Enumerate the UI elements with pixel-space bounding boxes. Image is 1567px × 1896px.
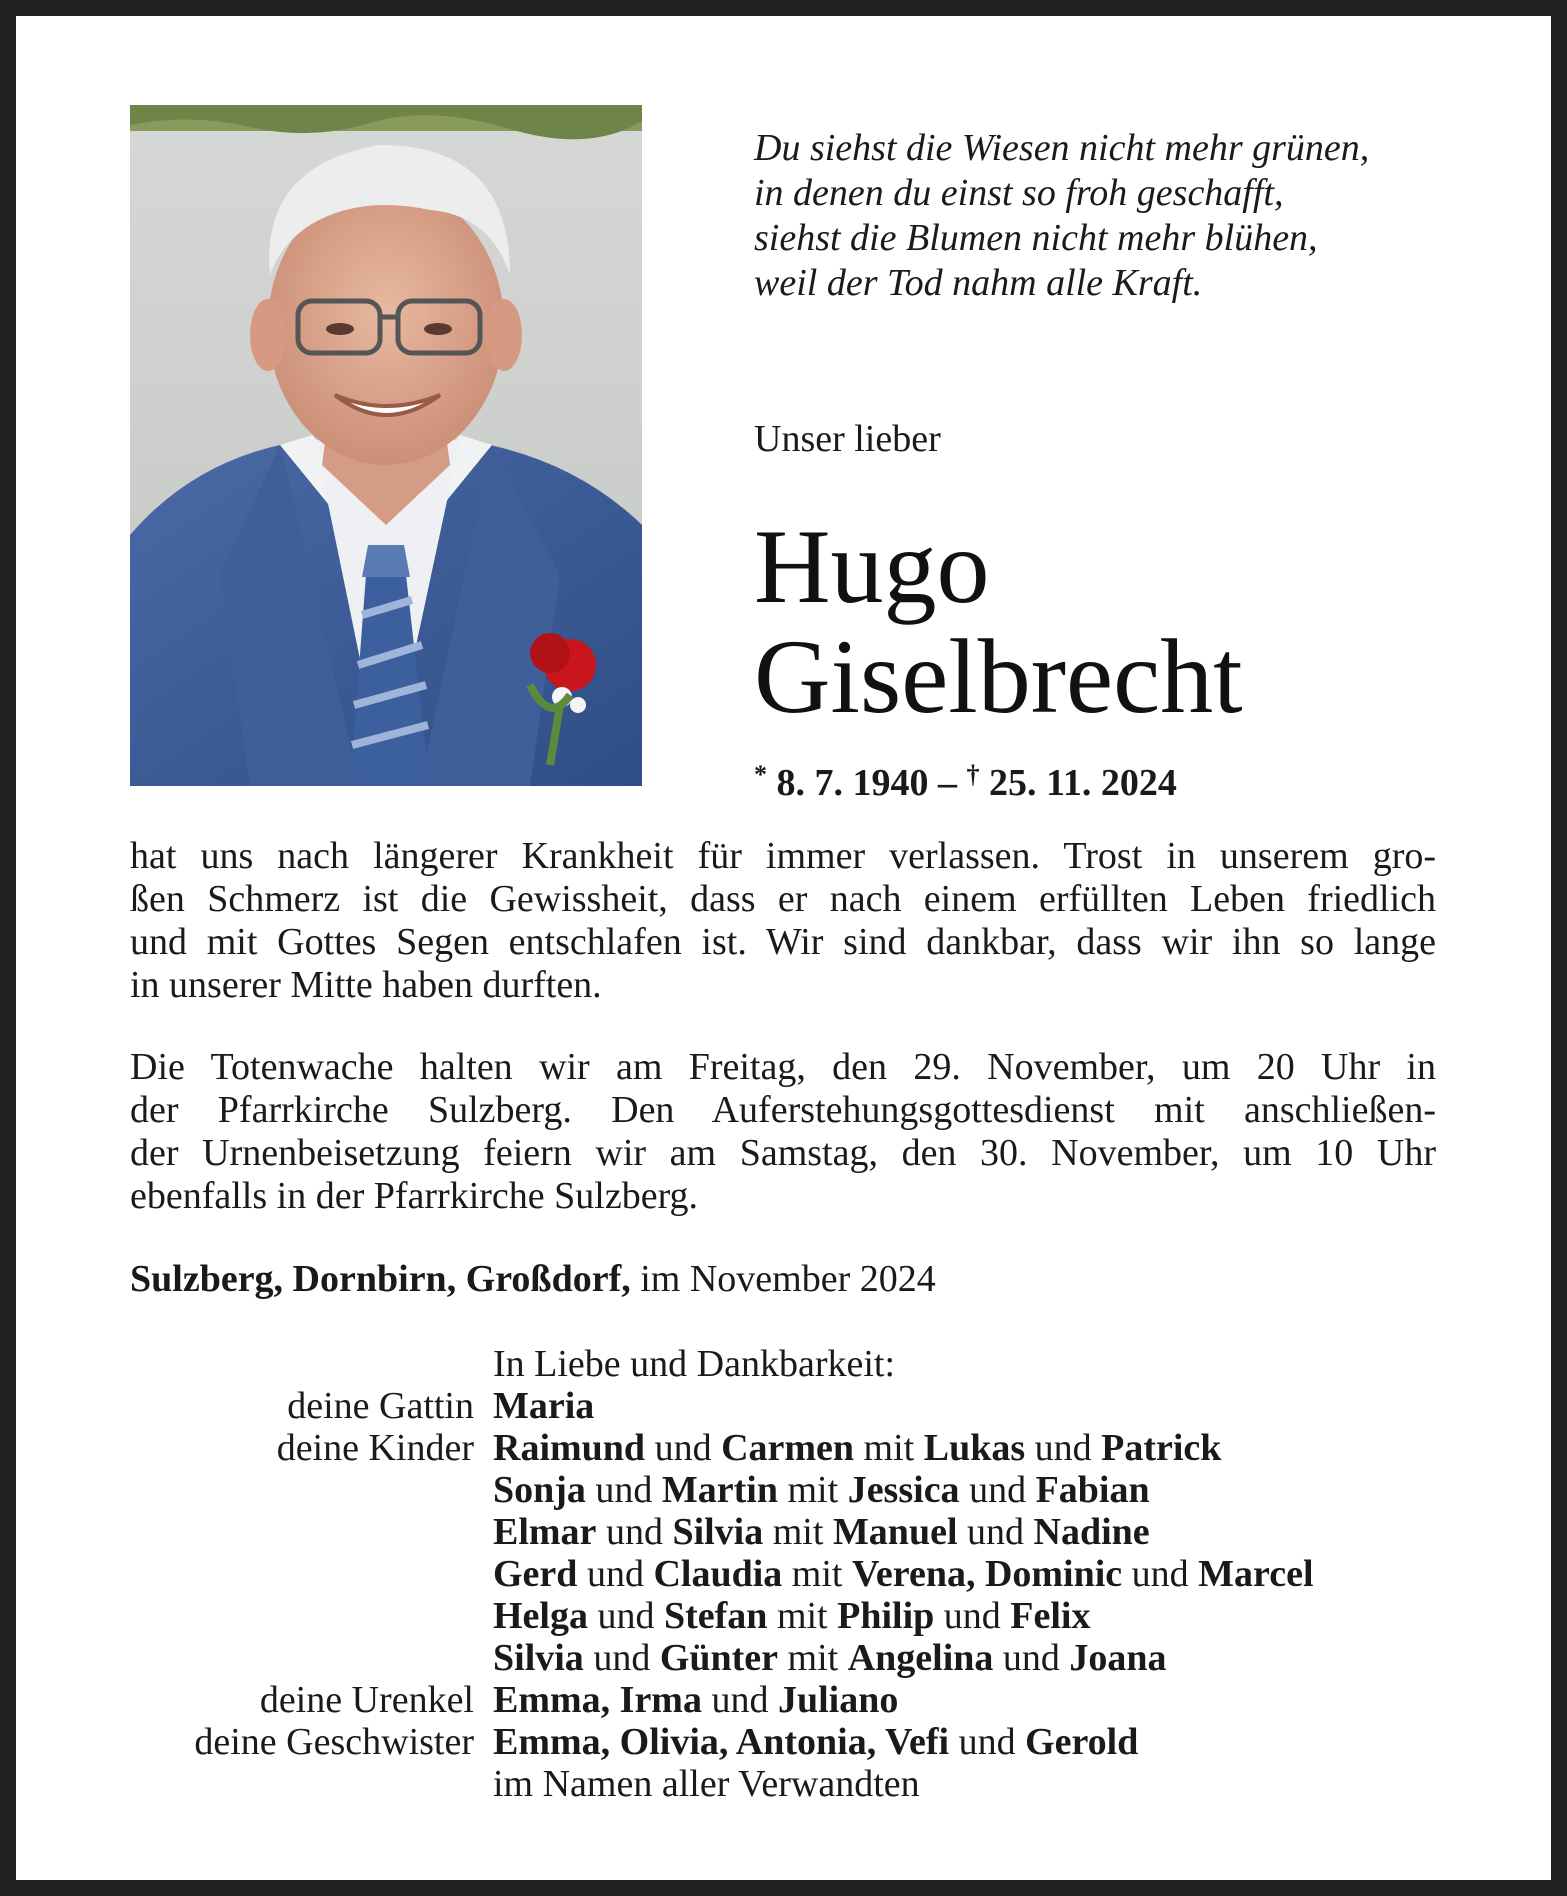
- family-row: [0, 1511, 1567, 1553]
- relative-name: Fabian: [1035, 1469, 1150, 1511]
- death-date: 25. 11. 2024: [989, 762, 1177, 804]
- relative-name: Helga: [493, 1595, 588, 1637]
- relative-name: Angelina: [847, 1637, 994, 1679]
- relatives-names: [493, 1385, 594, 1427]
- family-row: [0, 1679, 1567, 1721]
- relative-name: Claudia: [653, 1553, 783, 1595]
- family-row: [0, 1721, 1567, 1763]
- connector-text: und: [701, 1679, 778, 1721]
- relation-label: deine Urenkel: [259, 1679, 474, 1721]
- connector-text: mit: [763, 1511, 833, 1553]
- paragraph-line: in unserer Mitte haben durften.: [130, 964, 602, 1006]
- relatives-names: [493, 1679, 898, 1721]
- paragraph-line: der Urnenbeisetzung feiern wir am Samstag, den 30. November, um 10 Uhr: [130, 1132, 1436, 1174]
- relative-name: Carmen: [721, 1427, 855, 1469]
- relatives-names: [493, 1427, 1221, 1469]
- month-year: im November 2024: [640, 1258, 936, 1300]
- relatives-names: [493, 1595, 1090, 1637]
- family-row: [0, 1469, 1567, 1511]
- connector-text: und: [587, 1595, 664, 1637]
- family-row: [0, 1763, 1567, 1805]
- relative-name: Jessica: [847, 1469, 960, 1511]
- relative-name: Verena, Dominic: [851, 1553, 1123, 1595]
- relative-name: Felix: [1010, 1595, 1091, 1637]
- family-row: [0, 1385, 1567, 1427]
- death-mark: †: [966, 760, 980, 789]
- relative-name: Emma, Olivia, Antonia, Vefi: [493, 1721, 950, 1763]
- paragraph-line: Die Totenwache halten wir am Freitag, den 29. November, um 20 Uhr in: [130, 1046, 1436, 1088]
- relatives-names: [493, 1763, 920, 1805]
- poem: [754, 126, 1474, 306]
- relative-name: Silvia: [672, 1511, 764, 1553]
- connector-text: und: [949, 1721, 1026, 1763]
- poem-line: Du siehst die Wiesen nicht mehr grünen,: [754, 127, 1370, 169]
- family-list: [0, 1343, 1567, 1805]
- paragraph-line: der Pfarrkirche Sulzberg. Den Auferstehungsgottesdienst mit anschließen-: [130, 1089, 1436, 1131]
- relatives-names: [493, 1721, 1138, 1763]
- relative-name: Stefan: [663, 1595, 768, 1637]
- last-name: Giselbrecht: [754, 618, 1243, 735]
- relative-name: Joana: [1069, 1637, 1167, 1679]
- connector-text: und: [993, 1637, 1070, 1679]
- poem-line: weil der Tod nahm alle Kraft.: [754, 262, 1203, 304]
- relative-name: Günter: [659, 1637, 779, 1679]
- relation-label: deine Geschwister: [194, 1721, 474, 1763]
- relative-name: Sonja: [493, 1469, 586, 1511]
- family-row: [0, 1427, 1567, 1469]
- relation-label: deine Kinder: [276, 1427, 474, 1469]
- relative-name: Elmar: [493, 1511, 597, 1553]
- connector-text: und: [1025, 1427, 1102, 1469]
- life-dates: [754, 752, 1177, 806]
- connector-text: und: [957, 1511, 1034, 1553]
- relative-name: Nadine: [1033, 1511, 1150, 1553]
- family-rows: [0, 1385, 1567, 1805]
- relative-name: Philip: [837, 1595, 935, 1637]
- relative-name: Emma, Irma: [493, 1679, 702, 1721]
- relation-label: deine Gattin: [287, 1385, 474, 1427]
- paragraph-line: hat uns nach längerer Krankheit für immer verlassen. Trost in unserem gro-: [130, 835, 1436, 877]
- connector-text: mit: [778, 1469, 848, 1511]
- poem-line: in denen du einst so froh geschafft,: [754, 172, 1284, 214]
- intro-text: Unser lieber: [754, 418, 941, 460]
- connector-text: und: [1122, 1553, 1199, 1595]
- relatives-names: [493, 1637, 1167, 1679]
- relative-name: Juliano: [777, 1679, 899, 1721]
- portrait-photo: [130, 105, 642, 786]
- birth-date: 8. 7. 1940: [776, 762, 929, 804]
- relative-name: Maria: [493, 1385, 595, 1427]
- relative-name: Lukas: [923, 1427, 1026, 1469]
- connector-text: im Namen aller Verwandten: [493, 1763, 920, 1805]
- family-header-row: [0, 1343, 1567, 1385]
- relative-name: Patrick: [1101, 1427, 1222, 1469]
- relative-name: Gerold: [1025, 1721, 1139, 1763]
- relatives-names: [493, 1553, 1314, 1595]
- connector-text: und: [583, 1637, 660, 1679]
- places: Sulzberg, Dornbirn, Großdorf,: [130, 1258, 631, 1300]
- paragraph-line: und mit Gottes Segen entschlafen ist. Wir sind dankbar, dass wir ihn so lange: [130, 921, 1436, 963]
- relative-name: Marcel: [1198, 1553, 1314, 1595]
- connector-text: mit: [854, 1427, 924, 1469]
- birth-mark: *: [754, 760, 767, 789]
- date-separator: –: [938, 762, 957, 804]
- relative-name: Silvia: [493, 1637, 584, 1679]
- relative-name: Raimund: [493, 1427, 646, 1469]
- connector-text: und: [596, 1511, 673, 1553]
- poem-line: siehst die Blumen nicht mehr blühen,: [754, 217, 1318, 259]
- relatives-names: [493, 1511, 1150, 1553]
- connector-text: und: [959, 1469, 1036, 1511]
- connector-text: mit: [767, 1595, 838, 1637]
- funeral-details-paragraph: [130, 1046, 1436, 1218]
- family-row: [0, 1553, 1567, 1595]
- connector-text: und: [585, 1469, 662, 1511]
- announcement-paragraph: [130, 835, 1436, 1007]
- relative-name: Gerd: [493, 1553, 578, 1595]
- connector-text: mit: [778, 1637, 848, 1679]
- connector-text: und: [645, 1427, 722, 1469]
- family-header: In Liebe und Dankbarkeit:: [493, 1343, 896, 1385]
- connector-text: und: [577, 1553, 654, 1595]
- paragraph-line: ebenfalls in der Pfarrkirche Sulzberg.: [130, 1175, 699, 1217]
- connector-text: mit: [782, 1553, 852, 1595]
- relative-name: Manuel: [832, 1511, 958, 1553]
- first-name: Hugo: [754, 508, 990, 625]
- paragraph-line: ßen Schmerz ist die Gewissheit, dass er nach einem erfüllten Leben friedlich: [130, 878, 1436, 920]
- place-and-date: [130, 1257, 936, 1302]
- deceased-name: [754, 508, 1243, 735]
- family-row: [0, 1595, 1567, 1637]
- relatives-names: [493, 1469, 1150, 1511]
- connector-text: und: [934, 1595, 1011, 1637]
- family-row: [0, 1637, 1567, 1679]
- relative-name: Martin: [661, 1469, 778, 1511]
